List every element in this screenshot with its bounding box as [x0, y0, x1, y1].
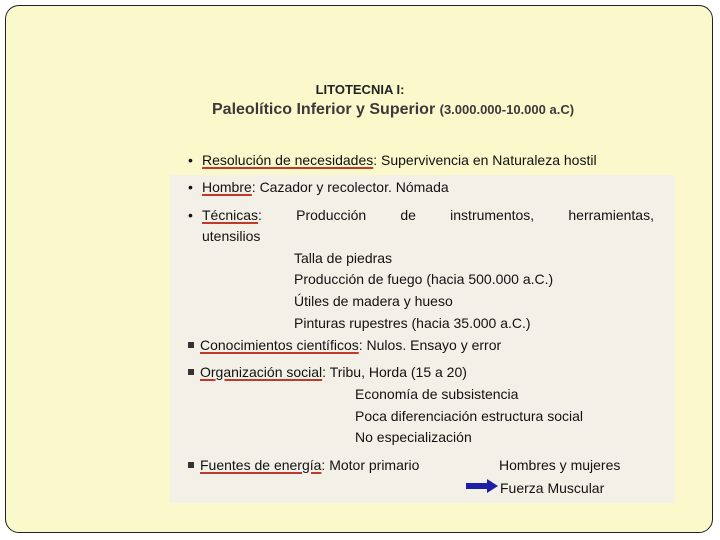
term-organizacion: Organización social	[200, 364, 323, 380]
term-energia: Fuentes de energía	[200, 457, 322, 473]
organizacion-item: Poca diferenciación estructura social	[355, 408, 584, 424]
energia-item: Fuerza Muscular	[500, 480, 605, 496]
square-bullet-icon	[188, 342, 194, 348]
text-tecnicas: : Producción de instrumentos, herramientas,	[258, 207, 654, 223]
term-tecnicas: Técnicas	[202, 207, 259, 223]
text-energia: : Motor primario	[321, 457, 420, 473]
tecnicas-continuation: utensilios	[202, 228, 261, 244]
bullet-necesidades	[188, 152, 597, 168]
bullet-dot: •	[188, 179, 193, 195]
text-hombre: : Cazador y recolector. Nómada	[251, 179, 449, 195]
term-hombre: Hombre	[202, 179, 252, 195]
organizacion-item: Economía de subsistencia	[355, 386, 519, 402]
term-conocimientos: Conocimientos científicos	[200, 337, 359, 353]
organizacion-item: No especialización	[355, 429, 472, 445]
tecnicas-item: Pinturas rupestres (hacia 35.000 a.C.)	[294, 315, 531, 331]
square-bullet-icon	[188, 462, 194, 468]
square-bullet-icon	[188, 369, 194, 375]
title-dates: (3.000.000-10.000 a.C)	[439, 102, 575, 117]
bullet-dot: •	[188, 152, 193, 168]
tecnicas-item: Talla de piedras	[294, 250, 393, 266]
bullet-dot: •	[188, 207, 193, 223]
text-organizacion: : Tribu, Horda (15 a 20)	[322, 364, 467, 380]
bullet-hombre	[188, 179, 449, 195]
tecnicas-item: Producción de fuego (hacia 500.000 a.C.)	[294, 271, 554, 287]
title-main: Paleolítico Inferior y Superior	[212, 101, 440, 118]
text-conocimientos: : Nulos. Ensayo y error	[358, 337, 502, 353]
text-necesidades: : Supervivencia en Naturaleza hostil	[373, 152, 597, 168]
arrow-right-icon	[466, 479, 498, 493]
slide-heading: LITOTECNIA I:	[315, 82, 405, 97]
term-necesidades: Resolución de necesidades	[202, 152, 374, 168]
bullet-tecnicas	[188, 207, 654, 223]
square-energia	[188, 457, 419, 473]
tecnicas-item: Útiles de madera y hueso	[294, 293, 453, 309]
square-organizacion	[188, 364, 467, 380]
square-conocimientos	[188, 337, 501, 353]
energia-item: Hombres y mujeres	[499, 457, 621, 473]
slide-title	[212, 101, 574, 119]
